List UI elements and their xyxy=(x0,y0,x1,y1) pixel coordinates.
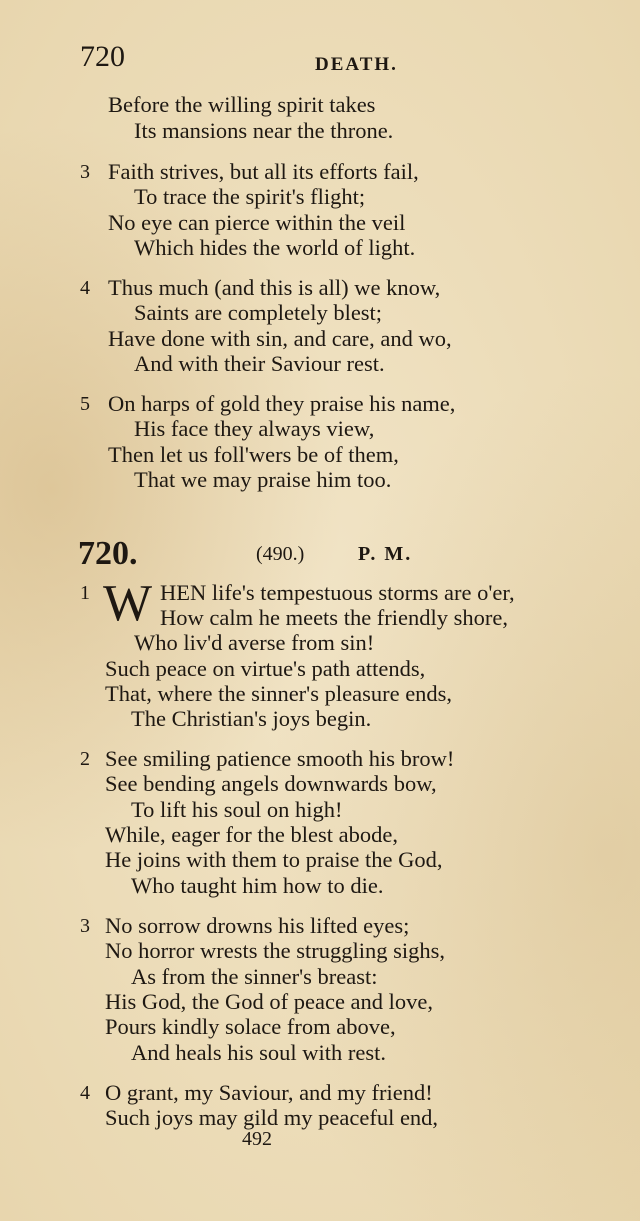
verse-line: No horror wrests the struggling sighs, xyxy=(105,938,445,963)
signature-mark: 492 xyxy=(242,1128,272,1150)
verse-line: That, where the sinner's pleasure ends, xyxy=(105,681,453,706)
verse-number: 4 xyxy=(80,1082,90,1104)
verse-number: 1 xyxy=(80,582,90,604)
verse-line: Faith strives, but all its efforts fail, xyxy=(108,159,419,184)
continuation-line: Before the willing spirit takes xyxy=(108,92,376,117)
verse-line: See smiling patience smooth his brow! xyxy=(105,746,455,771)
verse-line: HEN life's tempestuous storms are o'er, xyxy=(160,580,515,605)
verse-line: How calm he meets the friendly shore, xyxy=(160,605,509,630)
page-number: 720 xyxy=(80,40,125,73)
verse-line: To trace the spirit's flight; xyxy=(134,184,366,209)
verse-number: 4 xyxy=(80,277,90,299)
running-title: DEATH. xyxy=(315,54,398,75)
verse-line: O grant, my Saviour, and my friend! xyxy=(105,1080,433,1105)
hymn-number: 720. xyxy=(78,535,138,572)
hymn-reference: (490.) xyxy=(256,543,305,565)
verse-number: 3 xyxy=(80,915,90,937)
verse-line: While, eager for the blest abode, xyxy=(105,822,398,847)
verse-line: On harps of gold they praise his name, xyxy=(108,391,456,416)
verse-line: That we may praise him too. xyxy=(134,467,392,492)
verse-number: 3 xyxy=(80,161,90,183)
verse-line: Who liv'd averse from sin! xyxy=(134,630,375,655)
hymn-heading xyxy=(78,535,578,579)
verse-line: His God, the God of peace and love, xyxy=(105,989,434,1014)
verse-line: Pours kindly solace from above, xyxy=(105,1014,396,1039)
continuation-line: Its mansions near the throne. xyxy=(134,118,394,143)
verse-line: See bending angels downwards bow, xyxy=(105,771,437,796)
verse-line: Saints are completely blest; xyxy=(134,300,383,325)
page-header xyxy=(80,40,440,80)
verse-line: Such peace on virtue's path attends, xyxy=(105,656,426,681)
verse-line: He joins with them to praise the God, xyxy=(105,847,443,872)
verse-line: As from the sinner's breast: xyxy=(131,964,378,989)
verse-line: His face they always view, xyxy=(134,416,375,441)
verse-line: Thus much (and this is all) we know, xyxy=(108,275,441,300)
verse-line: Have done with sin, and care, and wo, xyxy=(108,326,452,351)
verse-line: The Christian's joys begin. xyxy=(131,706,372,731)
drop-cap: W xyxy=(103,575,153,632)
verse-line: And with their Saviour rest. xyxy=(134,351,385,376)
verse-line: Which hides the world of light. xyxy=(134,235,416,260)
verse-line: And heals his soul with rest. xyxy=(131,1040,386,1065)
verse-line: No sorrow drowns his lifted eyes; xyxy=(105,913,410,938)
verse-number: 5 xyxy=(80,393,90,415)
verse-line: No eye can pierce within the veil xyxy=(108,210,406,235)
verse-line: To lift his soul on high! xyxy=(131,797,343,822)
hymn-meter: P. M. xyxy=(358,543,413,565)
verse-line: Then let us foll'wers be of them, xyxy=(108,442,399,467)
verse-number: 2 xyxy=(80,748,90,770)
verse-line: Who taught him how to die. xyxy=(131,873,384,898)
verse-line: Such joys may gild my peaceful end, xyxy=(105,1105,439,1130)
